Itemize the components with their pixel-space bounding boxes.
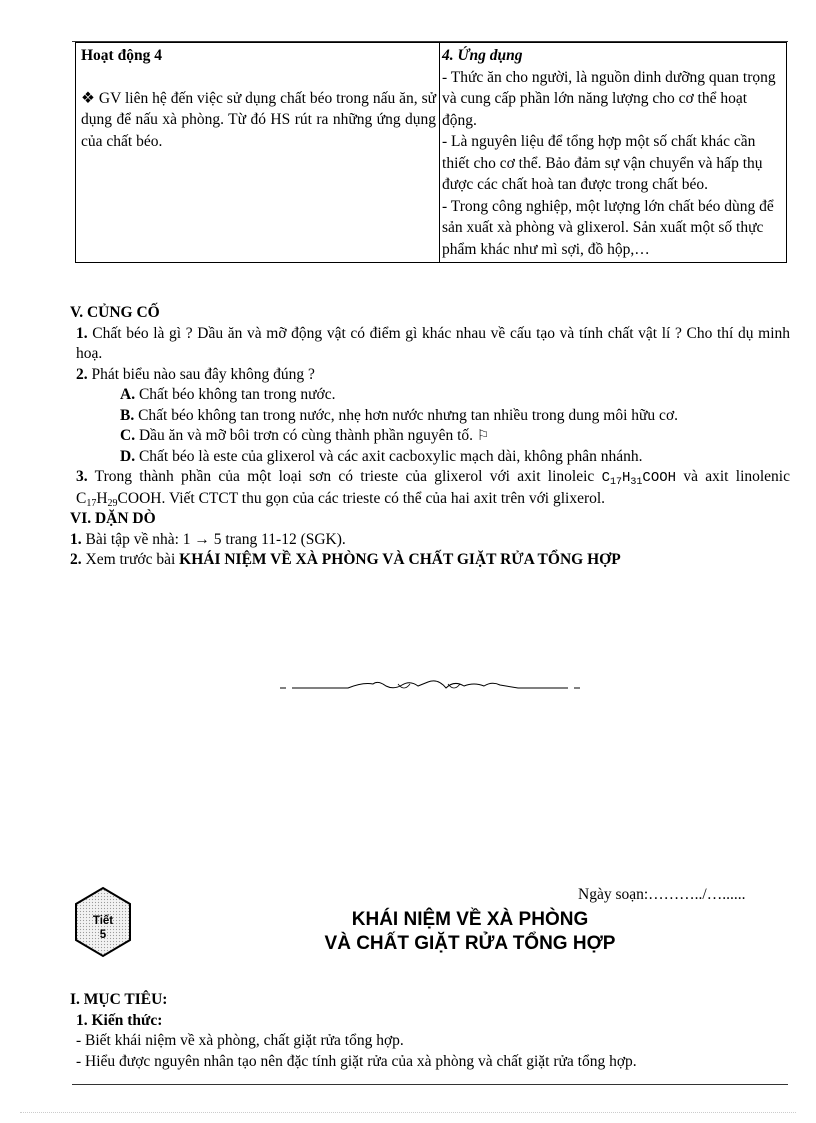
lesson-badge (73, 914, 133, 942)
option-label: D. (120, 447, 136, 465)
formula-part: C (76, 489, 87, 507)
question-1 (70, 324, 790, 365)
question-text: Chất béo là gì ? Dầu ăn và mỡ động vật có điểm gì khác nhau về cấu tạo và tính chất vật lí ? Cho thí dụ minh hoạ. (76, 324, 791, 362)
teacher-activity-cell (76, 43, 440, 263)
footer-dotted-line (20, 1112, 796, 1113)
lesson-title (230, 908, 710, 956)
application-item: - Thức ăn cho người, là nguồn dinh dưỡng quan trọng và cung cấp phần lớn năng lượng cho cơ thể hoạt động. (442, 68, 776, 129)
option-d (70, 447, 790, 468)
activity-heading: Hoạt động 4 (81, 47, 162, 64)
flag-icon: ⚐ (476, 428, 490, 444)
question-number: 1. (76, 324, 88, 342)
item-text: Xem trước bài (85, 551, 180, 568)
item-number: 2. (70, 551, 82, 568)
item-number: 1. (70, 530, 82, 548)
objectives-section (70, 990, 790, 1072)
lesson-title-line: KHÁI NIỆM VỀ XÀ PHÒNG (351, 909, 589, 930)
formula-part: COOH (642, 470, 677, 486)
review-section (70, 303, 790, 571)
homework-item (70, 530, 790, 551)
bottom-rule (72, 1084, 788, 1085)
question-text: . Viết CTCT thu gọn của các trieste có thể của hai axit trên với glixerol. (161, 489, 606, 507)
divider-ornament-icon (278, 676, 584, 698)
activity-table (75, 42, 787, 263)
formula-linoleic (602, 470, 676, 486)
formula-subscript: 17 (609, 477, 622, 488)
content-cell (440, 43, 787, 263)
lesson-badge-label: Tiết (92, 915, 114, 927)
lesson-number: 5 (99, 929, 107, 941)
formula-linolenic (76, 490, 161, 507)
question-text: và axit linolenic (676, 468, 790, 485)
bullet-diamond-icon: ❖ (81, 89, 95, 107)
formula-subscript: 17 (86, 497, 97, 509)
question-text: Trong thành phần của một loại sơn có trieste của glixerol với axit linoleic (94, 468, 602, 485)
next-lesson-title: KHÁI NIỆM VỀ XÀ PHÒNG VÀ CHẤT GIẶT RỬA TỔNG HỢP (179, 551, 621, 568)
table-row (76, 43, 787, 263)
question-text: Phát biểu nào sau đây không đúng ? (91, 365, 315, 383)
option-text: Dầu ăn và mỡ bôi trơn có cùng thành phần nguyên tố. (138, 427, 474, 444)
preparation-date: Ngày soạn:………../…...... (578, 886, 746, 903)
question-number: 2. (76, 365, 88, 383)
formula-part: H (96, 489, 108, 507)
option-text: Chất béo là este của glixerol và các axit cacboxylic mạch dài, không phân nhánh. (138, 447, 643, 465)
formula-part: C (601, 470, 610, 486)
application-item: - Là nguyên liệu để tổng hợp một số chất khác cần thiết cho cơ thể. Bảo đảm sự vận chuyển và hấp thụ được các chất hoà tan được trong chất béo. (442, 133, 763, 193)
formula-subscript: 29 (107, 497, 118, 509)
option-a (70, 385, 790, 406)
objective-item: - Hiểu được nguyên nhân tạo nên đặc tính giặt rửa của xà phòng và chất giặt rửa tổng hợp. (76, 1052, 637, 1070)
option-text: Chất béo không tan trong nước, nhẹ hơn nước nhưng tan nhiều trong dung môi hữu cơ. (138, 406, 679, 424)
formula-part: COOH (117, 489, 162, 507)
lesson-title-line: VÀ CHẤT GIẶT RỬA TỔNG HỢP (324, 933, 616, 954)
application-item: - Trong công nghiệp, một lượng lớn chất béo dùng để sản xuất xà phòng và glixerol. Sản xuất một số thực phẩm khác như mì sợi, đồ hộp,… (442, 197, 774, 258)
activity-text: GV liên hệ đến việc sử dụng chất béo trong nấu ăn, sử dụng để nấu xà phòng. Từ đó HS rút ra những ứng dụng của chất béo. (81, 89, 437, 150)
section-vi-heading: VI. DẶN DÒ (70, 510, 156, 527)
activity-description (81, 88, 436, 153)
formula-subscript: 31 (630, 477, 643, 488)
objectives-heading: I. MỤC TIÊU: (70, 991, 168, 1008)
option-label: A. (120, 386, 136, 403)
item-text: Bài tập về nhà: 1 → 5 trang 11-12 (SGK). (85, 530, 346, 548)
option-text: Chất béo không tan trong nước. (138, 386, 336, 403)
option-label: C. (120, 427, 136, 444)
option-label: B. (120, 406, 135, 424)
section-v-heading: V. CỦNG CỐ (70, 304, 160, 321)
preview-item (70, 550, 790, 571)
content-heading: 4. Ứng dụng (442, 47, 523, 64)
question-3 (70, 467, 790, 509)
objective-item: - Biết khái niệm về xà phòng, chất giặt rửa tổng hợp. (76, 1032, 404, 1049)
formula-part: H (622, 470, 631, 486)
question-number: 3. (76, 468, 88, 485)
option-c (70, 426, 790, 447)
option-b (70, 406, 790, 427)
knowledge-heading: 1. Kiến thức: (76, 1011, 163, 1029)
question-2 (70, 365, 790, 386)
